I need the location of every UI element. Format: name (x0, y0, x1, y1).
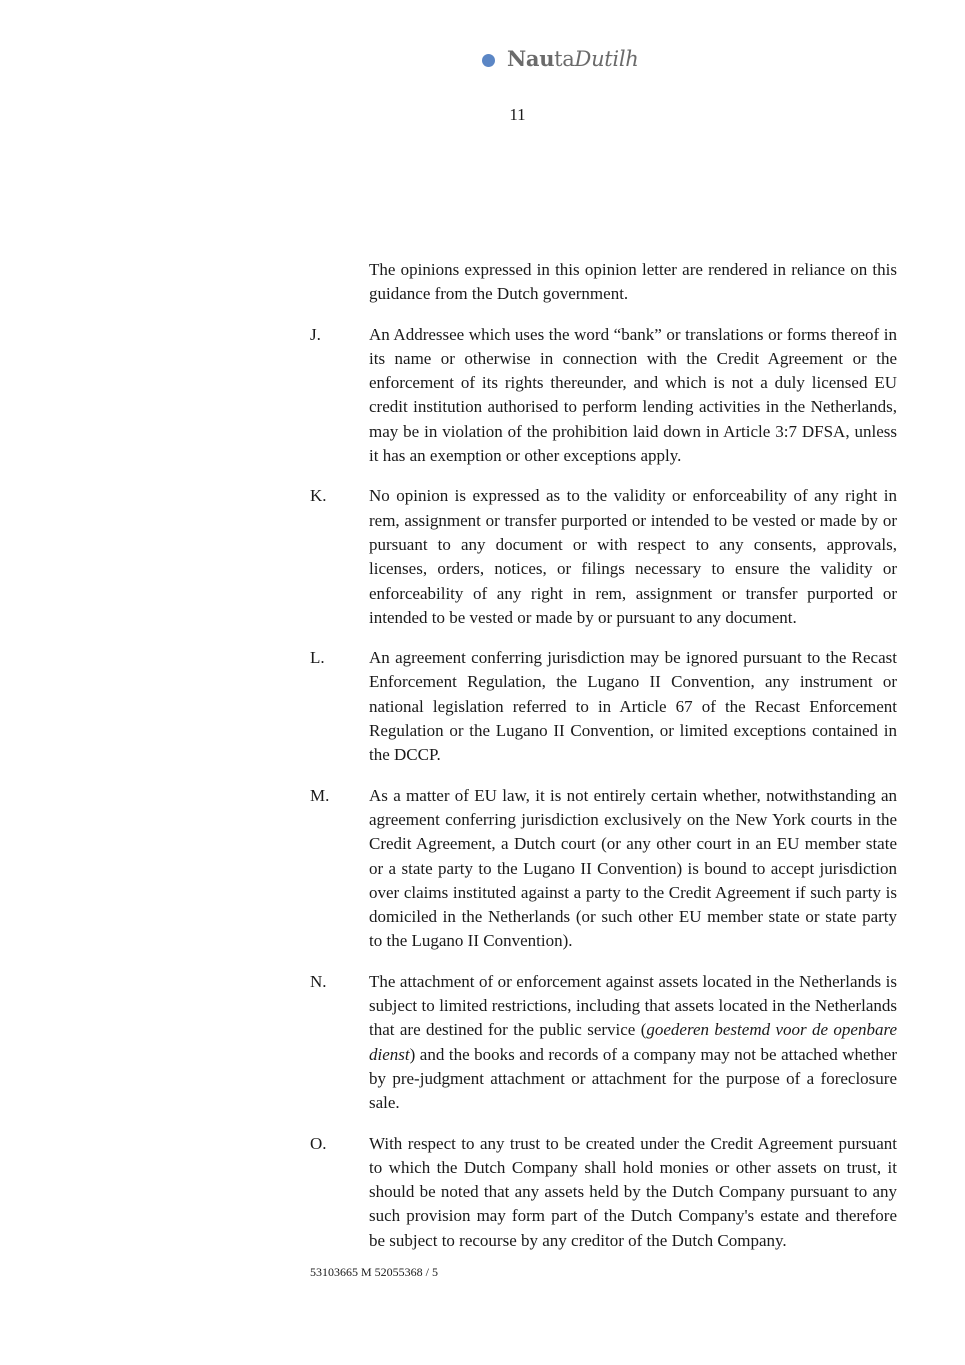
logo-part-regular: ta (554, 47, 575, 71)
item-text-after: ) and the books and records of a company may not be attached whether by pre-judgment attachment or attachment for the purpose of a foreclosure sale. (369, 1044, 897, 1113)
item-text: With respect to any trust to be created under the Credit Agreement pursuant to which the Dutch Company shall hold monies or other assets on trust, it should be noted that any assets held by the Dutch Company pursuant to any such provision may form part of the Dutch Company's estate and therefore be subject to recourse by any creditor of the Dutch Company. (369, 1133, 897, 1250)
item-text: As a matter of EU law, it is not entirely certain whether, notwithstanding an agreement conferring jurisdiction exclusively on the New York courts in the Credit Agreement, a Dutch court (or any other court in an EU member state or a state party to the Lugano II Convention) is bound to accept jurisdiction over claims instituted against a party to the Credit Agreement if such party is domiciled in the Netherlands (or such other EU member state or state party to the Lugano II Convention). (369, 785, 897, 951)
item-label: K. (310, 486, 327, 506)
item-label: O. (310, 1133, 327, 1153)
logo-part-italic: Dutilh (574, 47, 639, 71)
logo-wordmark (507, 46, 639, 71)
logo-dot-icon (482, 54, 495, 67)
list-item-k (310, 484, 897, 630)
page-number: 11 (509, 105, 526, 124)
item-text: An Addressee which uses the word “bank” or translations or forms thereof in its name or otherwise in connection with the Credit Agreement or the enforcement of its rights thereunder, and which is not a duly licensed EU credit institution authorised to perform lending activities in the Netherlands, may be in violation of the prohibition laid down in Article 3:7 DFSA, unless it has an exemption or other exceptions apply. (369, 324, 897, 466)
document-body (310, 258, 897, 1269)
item-text-italic: goederen bestemd voor de openbare dienst (369, 1020, 897, 1064)
item-label: M. (310, 785, 330, 805)
item-label: J. (310, 324, 321, 344)
list-item-l (310, 646, 897, 767)
item-text: An agreement conferring jurisdiction may be ignored pursuant to the Recast Enforcement Regulation, the Lugano II Convention, any instrument or national legislation referred to in Article 67 of the Recast Enforcement Regulation or the Lugano II Convention, or limited exceptions contained in the DCCP. (369, 648, 897, 765)
intro-paragraph: The opinions expressed in this opinion letter are rendered in reliance on this guidance from the Dutch government. (369, 260, 897, 304)
item-text-before: The attachment of or enforcement against assets located in the Netherlands is subject to limited restrictions, including that assets located in the Netherlands that are destined for the public service ( (369, 971, 897, 1040)
logo-part-bold: Nau (507, 46, 555, 71)
document-reference: 53103665 M 52055368 / 5 (310, 1265, 439, 1279)
item-label: N. (310, 971, 327, 991)
list-item-j (310, 323, 897, 469)
item-text: No opinion is expressed as to the validity or enforceability of any right in rem, assignment or transfer purported or intended to be vested or made by or pursuant to any document or with respect to any consents, approvals, licenses, orders, notices, or filings necessary to ensure the validity or enforceability of any right in rem, assignment or transfer purported or intended to be vested or made by or pursuant to any document. (369, 486, 897, 627)
list-item-m (310, 784, 897, 954)
nautadutilh-logo (482, 46, 639, 71)
item-text (369, 970, 897, 1116)
list-item-o (310, 1132, 897, 1253)
item-label: L. (310, 648, 325, 668)
list-item-n (310, 970, 897, 1116)
